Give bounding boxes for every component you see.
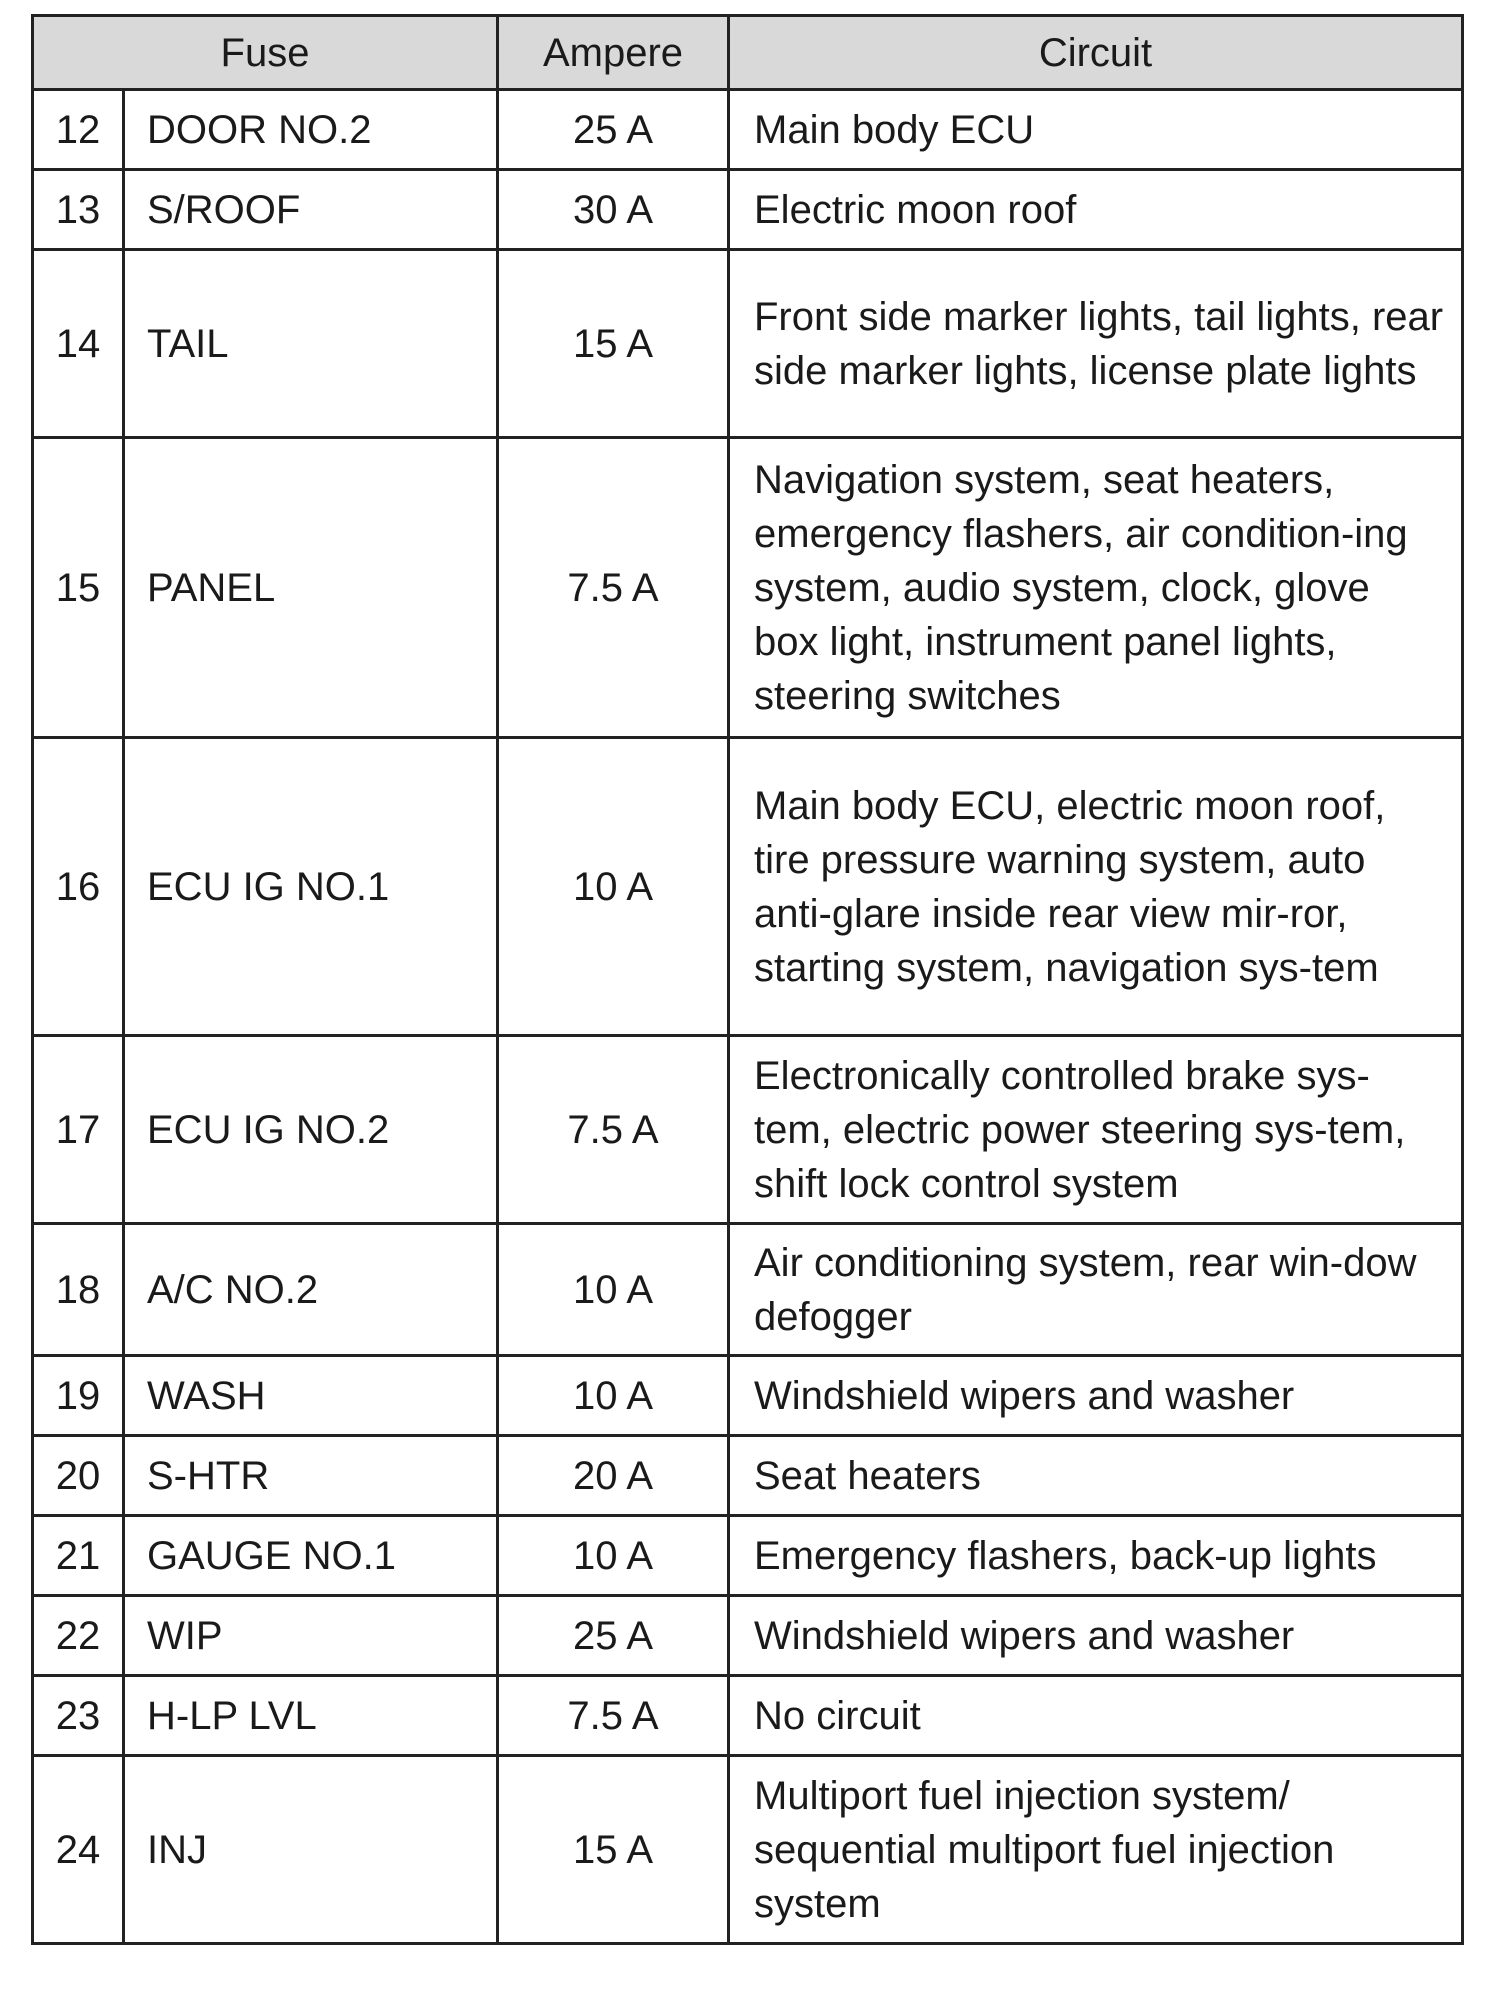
fuse-ampere: 10 A	[498, 738, 729, 1036]
fuse-number: 21	[33, 1516, 124, 1596]
fuse-circuit: Windshield wipers and washer	[729, 1356, 1463, 1436]
fuse-circuit: Windshield wipers and washer	[729, 1596, 1463, 1676]
fuse-name: S-HTR	[124, 1436, 498, 1516]
fuse-circuit: Air conditioning system, rear win-dow defogger	[729, 1224, 1463, 1356]
fuse-circuit: Electronically controlled brake sys-tem, electric power steering sys-tem, shift lock control system	[729, 1036, 1463, 1224]
fuse-ampere: 7.5 A	[498, 1036, 729, 1224]
fuse-name: S/ROOF	[124, 170, 498, 250]
fuse-circuit: No circuit	[729, 1676, 1463, 1756]
fuse-ampere: 10 A	[498, 1356, 729, 1436]
table-row	[33, 1756, 1463, 1944]
fuse-ampere: 20 A	[498, 1436, 729, 1516]
fuse-circuit: Main body ECU, electric moon roof, tire pressure warning system, auto anti-glare inside rear view mir-ror, starting system, navigation sys-tem	[729, 738, 1463, 1036]
fuse-number: 20	[33, 1436, 124, 1516]
fuse-name: WIP	[124, 1596, 498, 1676]
table-row	[33, 90, 1463, 170]
table-row	[33, 1356, 1463, 1436]
fuse-ampere: 15 A	[498, 1756, 729, 1944]
table-row	[33, 1436, 1463, 1516]
fuse-circuit: Multiport fuel injection system/ sequential multiport fuel injection system	[729, 1756, 1463, 1944]
fuse-name: DOOR NO.2	[124, 90, 498, 170]
fuse-ampere: 7.5 A	[498, 1676, 729, 1756]
fuse-ampere: 25 A	[498, 1596, 729, 1676]
fuse-name: ECU IG NO.1	[124, 738, 498, 1036]
fuse-number: 13	[33, 170, 124, 250]
fuse-number: 24	[33, 1756, 124, 1944]
fuse-circuit: Main body ECU	[729, 90, 1463, 170]
fuse-number: 19	[33, 1356, 124, 1436]
fuse-ampere: 15 A	[498, 250, 729, 438]
table-row	[33, 1036, 1463, 1224]
fuse-circuit: Front side marker lights, tail lights, rear side marker lights, license plate lights	[729, 250, 1463, 438]
fuse-name: GAUGE NO.1	[124, 1516, 498, 1596]
fuse-table	[31, 14, 1464, 1945]
table-row	[33, 1224, 1463, 1356]
fuse-number: 15	[33, 438, 124, 738]
fuse-number: 18	[33, 1224, 124, 1356]
table-header-row	[33, 16, 1463, 90]
fuse-name: PANEL	[124, 438, 498, 738]
fuse-number: 17	[33, 1036, 124, 1224]
fuse-ampere: 7.5 A	[498, 438, 729, 738]
fuse-ampere: 10 A	[498, 1516, 729, 1596]
fuse-name: A/C NO.2	[124, 1224, 498, 1356]
fuse-number: 12	[33, 90, 124, 170]
fuse-circuit: Navigation system, seat heaters, emergency flashers, air condition-ing system, audio system, clock, glove box light, instrument panel lights, steering switches	[729, 438, 1463, 738]
fuse-number: 14	[33, 250, 124, 438]
table-row	[33, 250, 1463, 438]
fuse-circuit: Electric moon roof	[729, 170, 1463, 250]
fuse-circuit: Emergency flashers, back-up lights	[729, 1516, 1463, 1596]
fuse-ampere: 25 A	[498, 90, 729, 170]
fuse-number: 16	[33, 738, 124, 1036]
fuse-number: 22	[33, 1596, 124, 1676]
fuse-name: INJ	[124, 1756, 498, 1944]
fuse-name: WASH	[124, 1356, 498, 1436]
table-row	[33, 738, 1463, 1036]
header-ampere: Ampere	[498, 16, 729, 90]
fuse-circuit: Seat heaters	[729, 1436, 1463, 1516]
header-circuit: Circuit	[729, 16, 1463, 90]
fuse-name: ECU IG NO.2	[124, 1036, 498, 1224]
table-row	[33, 1596, 1463, 1676]
fuse-table-container	[31, 14, 1461, 1945]
table-row	[33, 1516, 1463, 1596]
header-fuse: Fuse	[33, 16, 498, 90]
fuse-name: TAIL	[124, 250, 498, 438]
table-row	[33, 170, 1463, 250]
table-row	[33, 438, 1463, 738]
fuse-ampere: 10 A	[498, 1224, 729, 1356]
fuse-number: 23	[33, 1676, 124, 1756]
fuse-ampere: 30 A	[498, 170, 729, 250]
table-row	[33, 1676, 1463, 1756]
fuse-name: H-LP LVL	[124, 1676, 498, 1756]
